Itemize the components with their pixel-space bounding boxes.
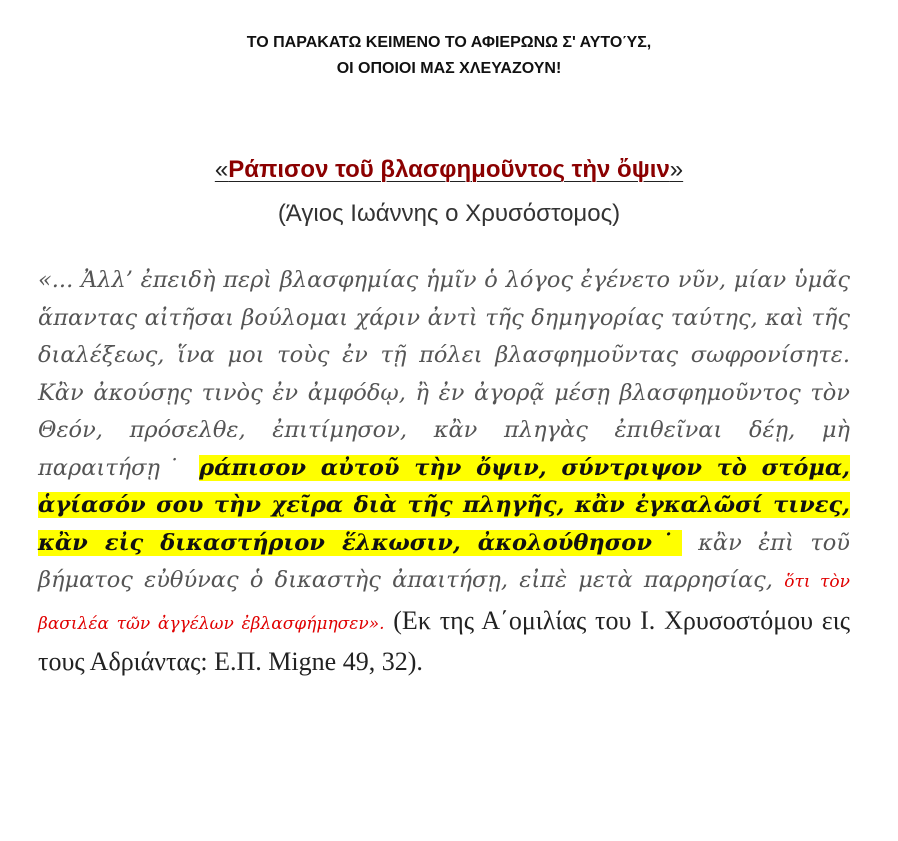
quote-continuation: κἂν ἐπὶ τοῦ βήματος εὐθύνας ὁ δικαστὴς ἀπαιτήσῃ, εἰπὲ μετὰ παρρησίας, [38,529,850,593]
dedication [0,30,898,82]
quote-source: (Εκ της Α΄ομιλίας του Ι. Χρυσοστόμου εις τους Αδριάντας: Ε.Π. Migne 49, 32). [38,605,850,676]
quote-intro: «... Ἀλλ’ ἐπειδὴ περὶ βλασφημίας ἡμῖν ὁ λόγος ἐγένετο νῦν, μίαν ὑμᾶς ἅπαντας αἰτῆσαι βούλομαι χάριν ἀντὶ τῆς δημηγορίας ταύτης, καὶ τῆς διαλέξεως, ἵνα μοι τοὺς ἐν τῇ πόλει βλασφημοῦντας σωφρονίσητε. Κἂν ἀκούσῃς τινὸς ἐν ἀμφόδῳ, ἢ ἐν ἀγορᾷ μέσῃ βλασφημοῦντος τὸν Θεόν, πρόσελθε, ἐπιτίμησον, κἂν πληγὰς ἐπιθεῖναι δέῃ, μὴ παραιτήσῃ˙ [38,267,850,481]
title-text: Ράπισον τοῦ βλασφημοῦντος τὴν ὄψιν [228,156,670,183]
title-close-quote: » [669,156,684,183]
title-underline [215,156,683,183]
quote-highlight: ράπισον αὐτοῦ τὴν ὄψιν, σύντριψον τὸ στόμα, ἁγίασόν σου τὴν χεῖρα διὰ τῆς πληγῆς, κἂν ἐγκαλῶσί τινες, κἂν εἰς δικαστήριον ἕλκωσιν, ἀκολούθησον˙ [38,454,850,556]
quote-red-text: ὅτι τὸν βασιλέα τῶν ἀγγέλων ἐβλασφήμησεν». [38,572,850,634]
article-title [0,154,898,186]
quote-paragraph [38,262,850,683]
title-open-quote: « [214,156,229,183]
dedication-line-2: ΟΙ ΟΠΟΙΟΙ ΜΑΣ ΧΛΕΥΑΖΟΥΝ! [336,60,562,77]
author-line: (Άγιος Ιωάννης ο Χρυσόστομος) [277,200,621,227]
dedication-line-1: ΤΟ ΠΑΡΑΚΑΤΩ ΚΕΙΜΕΝΟ ΤΟ ΑΦΙΕΡΩΝΩ Σ' ΑΥΤΟΎΣ, [246,34,652,51]
